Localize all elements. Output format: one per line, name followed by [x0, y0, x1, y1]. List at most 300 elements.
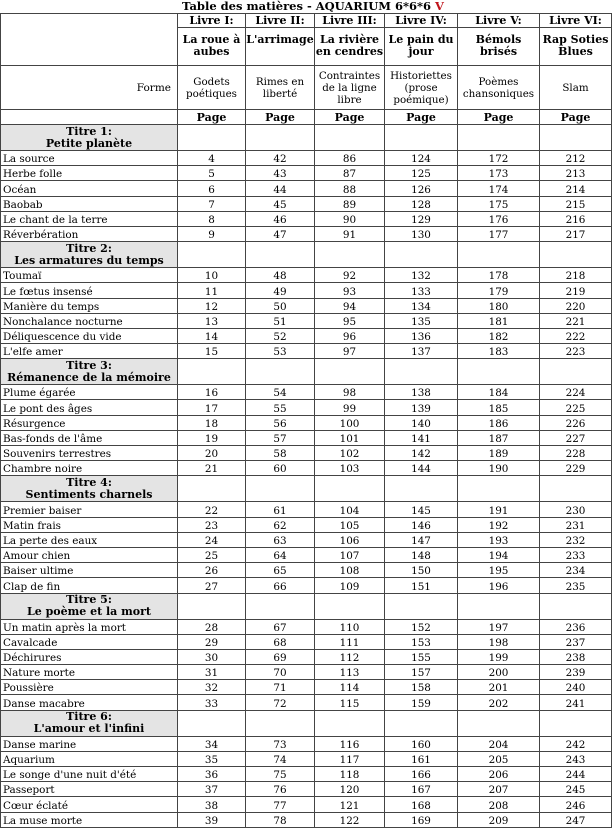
- poem-title: Le fœtus insensé: [1, 283, 178, 298]
- section-blank-cell: [385, 125, 458, 151]
- page-number: 194: [458, 547, 540, 562]
- page-number: 69: [246, 649, 315, 664]
- page-number: 4: [178, 151, 246, 166]
- page-number: 207: [458, 782, 540, 797]
- book-number: Livre I:: [178, 14, 245, 28]
- poem-title: Cœur éclaté: [1, 797, 178, 812]
- poem-row: [1, 211, 612, 226]
- book-number: Livre II:: [246, 14, 314, 28]
- page-number: 120: [315, 782, 385, 797]
- page-number: 31: [178, 665, 246, 680]
- poem-title: Nature morte: [1, 665, 178, 680]
- book-header: [540, 14, 612, 66]
- page-number: 14: [178, 328, 246, 343]
- poem-row: [1, 181, 612, 196]
- page-number: 128: [385, 196, 458, 211]
- page-number: 176: [458, 211, 540, 226]
- page-number: 196: [458, 578, 540, 593]
- page-number: 39: [178, 812, 246, 827]
- page-number: 58: [246, 446, 315, 461]
- page-number: 18: [178, 415, 246, 430]
- page-number: 237: [540, 634, 612, 649]
- page-number: 229: [540, 461, 612, 476]
- book-number: Livre IV:: [385, 14, 457, 28]
- page-number: 155: [385, 649, 458, 664]
- poem-title: Danse marine: [1, 736, 178, 751]
- poem-row: [1, 517, 612, 532]
- page-number: 75: [246, 767, 315, 782]
- poem-row: [1, 196, 612, 211]
- section-blank-cell: [540, 593, 612, 619]
- page-number: 151: [385, 578, 458, 593]
- page-number: 51: [246, 313, 315, 328]
- poem-title: Poussière: [1, 680, 178, 695]
- page-number: 23: [178, 517, 246, 532]
- section-blank-cell: [246, 242, 315, 268]
- poem-title: Nonchalance nocturne: [1, 313, 178, 328]
- section-blank-cell: [315, 125, 385, 151]
- page-number: 201: [458, 680, 540, 695]
- page-number: 144: [385, 461, 458, 476]
- section-title: [1, 710, 178, 736]
- page-number: 114: [315, 680, 385, 695]
- page-number: 185: [458, 400, 540, 415]
- section-subtitle: L'amour et l'infini: [33, 722, 145, 736]
- page-number: 62: [246, 517, 315, 532]
- page-number: 181: [458, 313, 540, 328]
- page-number: 46: [246, 211, 315, 226]
- page-number: 125: [385, 166, 458, 181]
- page-number: 232: [540, 532, 612, 547]
- section-subtitle: Les armatures du temps: [14, 253, 164, 267]
- section-blank-cell: [458, 125, 540, 151]
- book-form: Poèmes chansoniques: [458, 66, 540, 110]
- poem-row: [1, 400, 612, 415]
- section-blank-cell: [315, 359, 385, 385]
- page-number: 37: [178, 782, 246, 797]
- page-number: 216: [540, 211, 612, 226]
- section-blank-cell: [178, 710, 246, 736]
- page-number: 204: [458, 736, 540, 751]
- page-number: 202: [458, 695, 540, 710]
- poem-row: [1, 502, 612, 517]
- page-number: 78: [246, 812, 315, 827]
- poem-title: Souvenirs terrestres: [1, 446, 178, 461]
- page-number: 169: [385, 812, 458, 827]
- poem-title: Toumaï: [1, 268, 178, 283]
- section-title: [1, 242, 178, 268]
- page-number: 72: [246, 695, 315, 710]
- page-number: 150: [385, 563, 458, 578]
- page-number: 117: [315, 751, 385, 766]
- page-number: 9: [178, 226, 246, 241]
- book-form: Rimes en liberté: [246, 66, 315, 110]
- page-number: 47: [246, 226, 315, 241]
- book-number: Livre V:: [458, 14, 539, 28]
- page-number: 115: [315, 695, 385, 710]
- poem-row: [1, 634, 612, 649]
- poem-row: [1, 430, 612, 445]
- page-number: 224: [540, 385, 612, 400]
- poem-row: [1, 767, 612, 782]
- section-heading: Titre 6:: [66, 710, 112, 724]
- page-number: 145: [385, 502, 458, 517]
- page-number: 93: [315, 283, 385, 298]
- page-number: 94: [315, 298, 385, 313]
- poem-row: [1, 532, 612, 547]
- page-number: 197: [458, 619, 540, 634]
- page-number: 226: [540, 415, 612, 430]
- page-column-label: Page: [246, 110, 315, 125]
- section-blank-cell: [246, 593, 315, 619]
- page-number: 7: [178, 196, 246, 211]
- poem-title: La muse morte: [1, 812, 178, 827]
- page-number: 247: [540, 812, 612, 827]
- page-number: 34: [178, 736, 246, 751]
- page-number: 71: [246, 680, 315, 695]
- poem-row: [1, 283, 612, 298]
- section-header-row: [1, 242, 612, 268]
- page-number: 104: [315, 502, 385, 517]
- page-number: 53: [246, 344, 315, 359]
- section-blank-cell: [315, 476, 385, 502]
- page-number: 230: [540, 502, 612, 517]
- section-subtitle: Petite planète: [45, 136, 133, 150]
- page-number: 21: [178, 461, 246, 476]
- poem-row: [1, 812, 612, 827]
- book-header: [458, 14, 540, 66]
- poem-row: [1, 619, 612, 634]
- poem-title: Clap de fin: [1, 578, 178, 593]
- poem-row: [1, 578, 612, 593]
- page-number: 70: [246, 665, 315, 680]
- page-number: 186: [458, 415, 540, 430]
- page-number: 136: [385, 328, 458, 343]
- poem-row: [1, 695, 612, 710]
- section-heading: Titre 5:: [66, 593, 112, 606]
- book-header: [178, 14, 246, 66]
- page-number: 99: [315, 400, 385, 415]
- section-heading: Titre 4:: [66, 475, 112, 489]
- page-number: 107: [315, 547, 385, 562]
- poem-title: Baiser ultime: [1, 563, 178, 578]
- page-number: 158: [385, 680, 458, 695]
- page-number: 26: [178, 563, 246, 578]
- page-header-row: [1, 110, 612, 125]
- page-number: 130: [385, 226, 458, 241]
- page-number: 153: [385, 634, 458, 649]
- section-blank-cell: [385, 359, 458, 385]
- page-number: 122: [315, 812, 385, 827]
- page-number: 124: [385, 151, 458, 166]
- page-number: 180: [458, 298, 540, 313]
- poem-row: [1, 268, 612, 283]
- page-number: 129: [385, 211, 458, 226]
- page-number: 29: [178, 634, 246, 649]
- section-blank-cell: [246, 359, 315, 385]
- section-blank-cell: [540, 359, 612, 385]
- page-number: 126: [385, 181, 458, 196]
- page-number: 19: [178, 430, 246, 445]
- book-name: Bémols brisés: [475, 33, 522, 58]
- poem-row: [1, 446, 612, 461]
- page-number: 172: [458, 151, 540, 166]
- page-number: 57: [246, 430, 315, 445]
- page-number: 67: [246, 619, 315, 634]
- poem-title: Baobab: [1, 196, 178, 211]
- page-number: 191: [458, 502, 540, 517]
- section-heading: Titre 1:: [66, 124, 112, 138]
- page-number: 50: [246, 298, 315, 313]
- page-number: 245: [540, 782, 612, 797]
- page-number: 101: [315, 430, 385, 445]
- section-blank-cell: [540, 242, 612, 268]
- poem-title: L'elfe amer: [1, 344, 178, 359]
- page-number: 77: [246, 797, 315, 812]
- page-number: 109: [315, 578, 385, 593]
- page-number: 42: [246, 151, 315, 166]
- page-number: 233: [540, 547, 612, 562]
- page-number: 148: [385, 547, 458, 562]
- poem-title: Herbe folle: [1, 166, 178, 181]
- page-number: 89: [315, 196, 385, 211]
- page-number: 55: [246, 400, 315, 415]
- section-blank-cell: [315, 593, 385, 619]
- page-number: 174: [458, 181, 540, 196]
- page-number: 218: [540, 268, 612, 283]
- section-title: [1, 593, 178, 619]
- section-blank-cell: [458, 593, 540, 619]
- page-number: 183: [458, 344, 540, 359]
- section-blank-cell: [385, 242, 458, 268]
- poem-title: Cavalcade: [1, 634, 178, 649]
- page-number: 234: [540, 563, 612, 578]
- page-number: 147: [385, 532, 458, 547]
- poem-title: La perte des eaux: [1, 532, 178, 547]
- page-number: 152: [385, 619, 458, 634]
- page-number: 44: [246, 181, 315, 196]
- page-number: 22: [178, 502, 246, 517]
- section-blank-cell: [540, 125, 612, 151]
- page-number: 8: [178, 211, 246, 226]
- page-number: 66: [246, 578, 315, 593]
- poem-row: [1, 344, 612, 359]
- page-number: 13: [178, 313, 246, 328]
- page-number: 132: [385, 268, 458, 283]
- poem-title: Le songe d'une nuit d'été: [1, 767, 178, 782]
- page-number: 73: [246, 736, 315, 751]
- page-number: 105: [315, 517, 385, 532]
- page-number: 27: [178, 578, 246, 593]
- book-number: Livre VI:: [540, 14, 611, 28]
- page-column-label: Page: [458, 110, 540, 125]
- page-number: 175: [458, 196, 540, 211]
- poem-row: [1, 298, 612, 313]
- red-mark: V: [435, 0, 444, 13]
- page-number: 240: [540, 680, 612, 695]
- page-number: 192: [458, 517, 540, 532]
- page-number: 110: [315, 619, 385, 634]
- page-number: 159: [385, 695, 458, 710]
- page-number: 244: [540, 767, 612, 782]
- book-name: Le pain du jour: [388, 33, 454, 58]
- section-heading: Titre 3:: [66, 358, 112, 372]
- section-blank-cell: [178, 476, 246, 502]
- document-title: [182, 0, 444, 13]
- page-number: 95: [315, 313, 385, 328]
- page-number: 137: [385, 344, 458, 359]
- poem-title: Plume égarée: [1, 385, 178, 400]
- poem-title: Passeport: [1, 782, 178, 797]
- page-number: 178: [458, 268, 540, 283]
- page-number: 243: [540, 751, 612, 766]
- section-blank-cell: [385, 476, 458, 502]
- page-number: 161: [385, 751, 458, 766]
- page-number: 142: [385, 446, 458, 461]
- section-blank-cell: [178, 359, 246, 385]
- poem-row: [1, 680, 612, 695]
- section-blank-cell: [385, 593, 458, 619]
- page-number: 209: [458, 812, 540, 827]
- page-number: 182: [458, 328, 540, 343]
- corner-cell: [1, 14, 178, 66]
- page-number: 56: [246, 415, 315, 430]
- book-name: La rivière en cendres: [315, 33, 384, 58]
- section-blank-cell: [178, 593, 246, 619]
- page-column-label: Page: [385, 110, 458, 125]
- page-number: 91: [315, 226, 385, 241]
- page-number: 219: [540, 283, 612, 298]
- page-number: 214: [540, 181, 612, 196]
- page-number: 221: [540, 313, 612, 328]
- page-column-label: Page: [178, 110, 246, 125]
- poem-row: [1, 665, 612, 680]
- page-number: 25: [178, 547, 246, 562]
- page-number: 52: [246, 328, 315, 343]
- page-number: 166: [385, 767, 458, 782]
- page-number: 228: [540, 446, 612, 461]
- page-number: 239: [540, 665, 612, 680]
- page-number: 173: [458, 166, 540, 181]
- book-number: Livre III:: [315, 14, 384, 28]
- page-number: 213: [540, 166, 612, 181]
- page-number: 187: [458, 430, 540, 445]
- poem-title: Déliquescence du vide: [1, 328, 178, 343]
- page-number: 121: [315, 797, 385, 812]
- page-number: 90: [315, 211, 385, 226]
- page-number: 87: [315, 166, 385, 181]
- poem-row: [1, 313, 612, 328]
- page-number: 215: [540, 196, 612, 211]
- page-number: 48: [246, 268, 315, 283]
- poem-title: Danse macabre: [1, 695, 178, 710]
- page-number: 45: [246, 196, 315, 211]
- section-blank-cell: [458, 242, 540, 268]
- page-number: 16: [178, 385, 246, 400]
- section-subtitle: Le poème et la mort: [27, 605, 151, 618]
- page-number: 88: [315, 181, 385, 196]
- page-number: 167: [385, 782, 458, 797]
- section-blank-cell: [315, 710, 385, 736]
- page-number: 140: [385, 415, 458, 430]
- section-header-row: [1, 710, 612, 736]
- section-header-row: [1, 125, 612, 151]
- poem-title: Premier baiser: [1, 502, 178, 517]
- page-number: 92: [315, 268, 385, 283]
- page-number: 112: [315, 649, 385, 664]
- forme-row: [1, 66, 612, 110]
- page-number: 135: [385, 313, 458, 328]
- page-number: 12: [178, 298, 246, 313]
- section-blank-cell: [178, 125, 246, 151]
- page-header-blank: [1, 110, 178, 125]
- page-number: 157: [385, 665, 458, 680]
- poem-row: [1, 226, 612, 241]
- page-number: 212: [540, 151, 612, 166]
- page-number: 74: [246, 751, 315, 766]
- page-number: 103: [315, 461, 385, 476]
- section-blank-cell: [246, 125, 315, 151]
- page-number: 97: [315, 344, 385, 359]
- poem-row: [1, 736, 612, 751]
- page-number: 111: [315, 634, 385, 649]
- page-number: 28: [178, 619, 246, 634]
- section-header-row: [1, 593, 612, 619]
- section-title: [1, 476, 178, 502]
- page-number: 15: [178, 344, 246, 359]
- page-number: 17: [178, 400, 246, 415]
- section-blank-cell: [385, 710, 458, 736]
- page-number: 141: [385, 430, 458, 445]
- page-number: 198: [458, 634, 540, 649]
- poem-row: [1, 166, 612, 181]
- poem-row: [1, 328, 612, 343]
- poem-title: Bas-fonds de l'âme: [1, 430, 178, 445]
- page-number: 61: [246, 502, 315, 517]
- poem-row: [1, 151, 612, 166]
- page-number: 134: [385, 298, 458, 313]
- page-number: 168: [385, 797, 458, 812]
- page-number: 65: [246, 563, 315, 578]
- poem-title: Manière du temps: [1, 298, 178, 313]
- poem-title: Le chant de la terre: [1, 211, 178, 226]
- section-header-row: [1, 476, 612, 502]
- page-number: 86: [315, 151, 385, 166]
- forme-label: Forme: [1, 66, 178, 110]
- book-name: Rap Soties Blues: [542, 33, 609, 58]
- page-column-label: Page: [540, 110, 612, 125]
- poem-title: Chambre noire: [1, 461, 178, 476]
- page-number: 100: [315, 415, 385, 430]
- section-blank-cell: [458, 476, 540, 502]
- book-form: Historiettes (prose poémique): [385, 66, 458, 110]
- page-number: 177: [458, 226, 540, 241]
- book-header: [315, 14, 385, 66]
- section-blank-cell: [540, 710, 612, 736]
- page-number: 205: [458, 751, 540, 766]
- page-number: 179: [458, 283, 540, 298]
- page-number: 102: [315, 446, 385, 461]
- page-number: 43: [246, 166, 315, 181]
- book-header-row: [1, 14, 612, 66]
- page-number: 231: [540, 517, 612, 532]
- page-number: 189: [458, 446, 540, 461]
- page-number: 38: [178, 797, 246, 812]
- poem-row: [1, 415, 612, 430]
- page-number: 199: [458, 649, 540, 664]
- book-name: La roue à aubes: [182, 33, 241, 58]
- page-number: 246: [540, 797, 612, 812]
